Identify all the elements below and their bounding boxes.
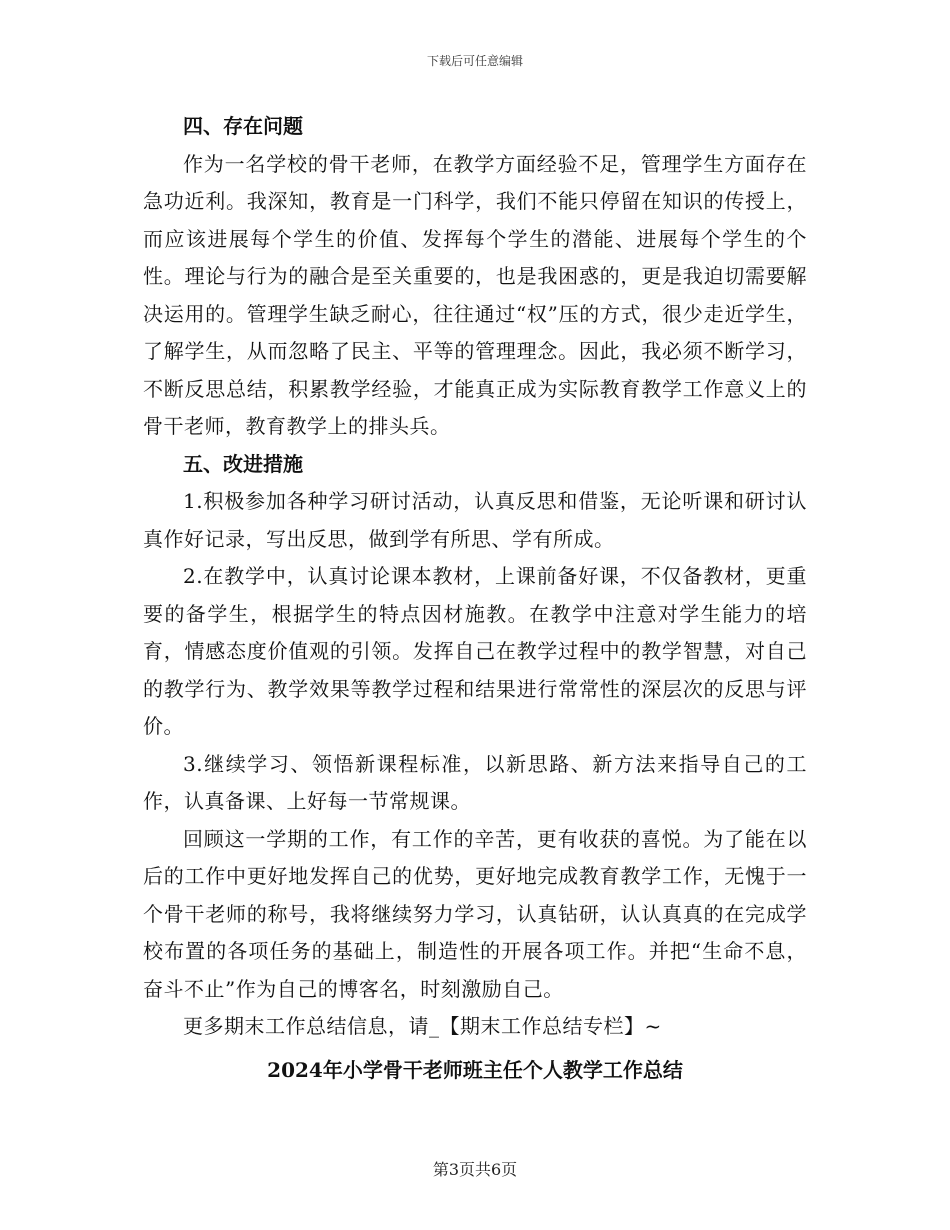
page-header-note: 下载后可任意编辑 — [426, 54, 523, 68]
document-body — [143, 108, 807, 1089]
paragraph-measure-3: 3.继续学习、领悟新课程标准，以新思路、新方法来指导自己的工作，认真备课、上好每一节常规课。 — [143, 751, 807, 813]
section-improvements — [143, 446, 807, 1046]
paragraph-more-info-link[interactable]: 更多期末工作总结信息，请_【期末工作总结专栏】~ — [183, 1014, 662, 1038]
section-heading-problems: 四、存在问题 — [183, 114, 303, 138]
next-document-title: 2024年小学骨干老师班主任个人教学工作总结 — [267, 1057, 683, 1082]
paragraph-review: 回顾这一学期的工作，有工作的辛苦，更有收获的喜悦。为了能在以后的工作中更好地发挥自己的优势，更好地完成教育教学工作，无愧于一个骨干老师的称号，我将继续努力学习，认真钻研，认认真真的在完成学校布置的各项任务的基础上，制造性的开展各项工作。并把“生命不息，奋斗不止”作为自己的博客名，时刻激励自己。 — [143, 826, 807, 1001]
page-number-footer: 第3页共6页 — [432, 1160, 518, 1179]
paragraph-measure-1: 1.积极参加各种学习研讨活动，认真反思和借鉴，无论听课和研讨认真作好记录，写出反思，做到学有所思、学有所成。 — [143, 489, 807, 551]
paragraph-problems: 作为一名学校的骨干老师，在教学方面经验不足，管理学生方面存在急功近利。我深知，教育是一门科学，我们不能只停留在知识的传授上，而应该进展每个学生的价值、发挥每个学生的潜能、进展每个学生的个性。理论与行为的融合是至关重要的，也是我困惑的，更是我迫切需要解决运用的。管理学生缺乏耐心，往往通过“权”压的方式，很少走近学生，了解学生，从而忽略了民主、平等的管理理念。因此，我必须不断学习，不断反思总结，积累教学经验，才能真正成为实际教育教学工作意义上的骨干老师，教育教学上的排头兵。 — [143, 151, 807, 438]
section-problems — [143, 108, 807, 446]
paragraph-measure-2: 2.在教学中，认真讨论课本教材，上课前备好课，不仅备教材，更重要的备学生，根据学生的特点因材施教。在教学中注意对学生能力的培育，情感态度价值观的引领。发挥自己在教学过程中的教学智慧，对自己的教学行为、教学效果等教学过程和结果进行常常性的深层次的反思与评价。 — [143, 564, 807, 738]
section-heading-improvements: 五、改进措施 — [183, 451, 303, 476]
